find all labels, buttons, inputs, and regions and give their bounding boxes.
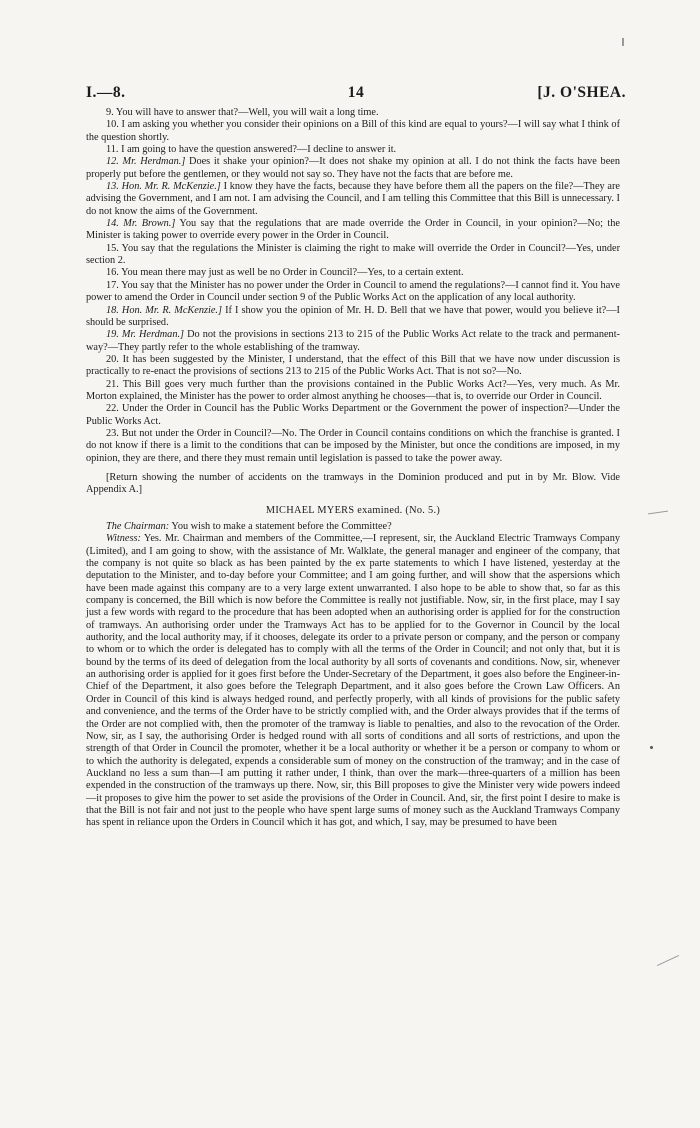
page-header	[86, 84, 626, 102]
margin-tick	[622, 38, 624, 46]
margin-dot	[650, 746, 653, 749]
question-11: 11. I am going to have the question answered?—I decline to answer it.	[106, 144, 397, 156]
witness-statement: Witness: Yes. Mr. Chairman and members of the Committee,—I represent, sir, the Auckland Electric Tramways Company (Limited), and I am going to show, with the assistance of Mr. Walklate, the general manager and engineer of the company, that the company is not quite so black as has been painted by the ex parte statements to which I have listened, yesterday at the deputation to the Minister, and to-day before your Committee; and I am going further, and will show that the aspersions which have been made against this company are to a very large extent unwarranted. I also hope to be able to show that, so far as this company is concerned, the Bill which is now before the Committee is really not justifiable. Now, sir, in the first place, may I say just a few words with regard to the procedure that has been adopted when an authorising order is applied for for the construction of tramways. An authorising order under the Tramways Act has to be applied for to the Governor in Council by the local authority, and the local authority may, if it chooses, delegate its order to a private person or company, and the person or company to whom or to which the order is delegated has to comply with all the terms of the Order in Council; and not only that, but it is bound by the terms of its deed of delegation from the local authority by all sorts of covenants and conditions. Now, sir, whenever an authorising order is applied for it goes first before the Under-Secretary of the Department, it goes also before the Engineer-in-Chief of the Department, it also goes before the Telegraph Department, and it also goes before the Crown Law Officers. An Order in Council of this kind is always hedged round, and perfectly properly, with all kinds of provisions for the public safety and convenience, and the terms of the Order have to be strictly complied with, and the Order always provides that if the terms of the Order are not complied with, then the promoter of the tramway is liable to penalties, and also to the revocation of the Order. Now, sir, as I say, the authorising Order is hedged round with all sorts of conditions and all sorts of restrictions, and upon the strength of that Order in Council the promoter, whether it be a local authority or whether it be a person or company to whom or to which the authority is delegated, expends a considerable sum of money on the construction of the tramway; and in the case of Auckland no less a sum than—I am putting it rather under, I think, than over the mark—three-quarters of a million has been expended in the construction of the tramways up there. Now, sir, this Bill proposes to give the Minister very wide powers indeed—it proposes to give him the power to set aside the provisions of the Order in Council. And, sir, the first point I desire to make is that the Bill is not fair and not just to the people who have spent large sums of money such as the Auckland Tramways Company has spent in reliance upon the Orders in Council which it has got, and which, I say, may be presumed to have been	[86, 533, 620, 829]
question-18: 18. Hon. Mr. R. McKenzie.] If I show you the opinion of Mr. H. D. Bell that we have that power, would you believe it?—I should be surprised.	[86, 304, 620, 328]
margin-dash	[648, 511, 668, 515]
question-14: 14. Mr. Brown.] You say that the regulations that are made override the Order in Council, in your opinion?—No; the Minister is taking power to override every power in the Order in Council.	[86, 218, 620, 242]
header-paper-number: I.—8.	[86, 84, 126, 101]
return-note: [Return showing the number of accidents on the tramways in the Dominion produced and put in by Mr. Blow. Vide Appendix A.]	[86, 471, 620, 496]
header-witness-name: [J. O'SHEA.	[537, 84, 626, 101]
question-13: 13. Hon. Mr. R. McKenzie.] I know they have the facts, because they have before them all the papers on the file?—They are advising the Government, and I am not. I am advising the Council, and I am telling this Committee that this Bill is unnecessary. I do not know the aims of the Government.	[86, 181, 620, 217]
question-10: 10. I am asking you whether you consider their opinions on a Bill of this kind are equal to yours?—I will say what I think of the question shortly.	[86, 119, 620, 143]
question-17: 17. You say that the Minister has no power under the Order in Council to amend the regulations?—I cannot find it. You have power to amend the Order in Council under section 9 of the Public Works Act on the application of any local authority.	[86, 279, 620, 304]
evidence-text	[86, 107, 620, 830]
page-number: 14	[347, 84, 365, 101]
question-21: 21. This Bill goes very much further than the provisions contained in the Public Works Act?—Yes, very much. As Mr. Morton explained, the Minister has the power to order almost anything he chooses—that is, to override our Order in Council.	[86, 378, 620, 402]
question-12: 12. Mr. Herdman.] Does it shake your opinion?—It does not shake my opinion at all. I do not think the facts have been properly put before the gentlemen, or they would not say so. They have not the facts that are before me.	[86, 156, 620, 180]
question-9: 9. You will have to answer that?—Well, you will wait a long time.	[106, 107, 379, 118]
section-heading: MICHAEL MYERS examined. (No. 5.)	[265, 504, 441, 516]
question-20: 20. It has been suggested by the Minister, I understand, that the effect of this Bill that we have now under discussion is practically to re-enact the provisions of sections 213 to 215 of the Public Works Act. That is not so?—No.	[86, 353, 620, 378]
question-23: 23. But not under the Order in Council?—No. The Order in Council contains conditions on which the franchise is granted. I do not know if there is a limit to the conditions that can be imposed by the Minister, but once the conditions are imposed, in my opinion, they are there, and there they must remain until legislation is passed to take the power away.	[86, 427, 620, 464]
chairman-question: The Chairman: You wish to make a statement before the Committee?	[106, 521, 392, 532]
question-16: 16. You mean there may just as well be no Order in Council?—Yes, to a certain extent.	[106, 267, 464, 279]
question-19: 19. Mr. Herdman.] Do not the provisions in sections 213 to 215 of the Public Works Act relate to the track and permanent-way?—They partly refer to the whole establishing of the tramway.	[86, 329, 620, 353]
margin-dash	[657, 955, 679, 966]
question-15: 15. You say that the regulations the Minister is claiming the right to make will override the Order in Council?—Yes, under section 2.	[86, 242, 620, 267]
question-22: 22. Under the Order in Council has the Public Works Department or the Government the power of inspection?—Under the Public Works Act.	[86, 403, 620, 427]
